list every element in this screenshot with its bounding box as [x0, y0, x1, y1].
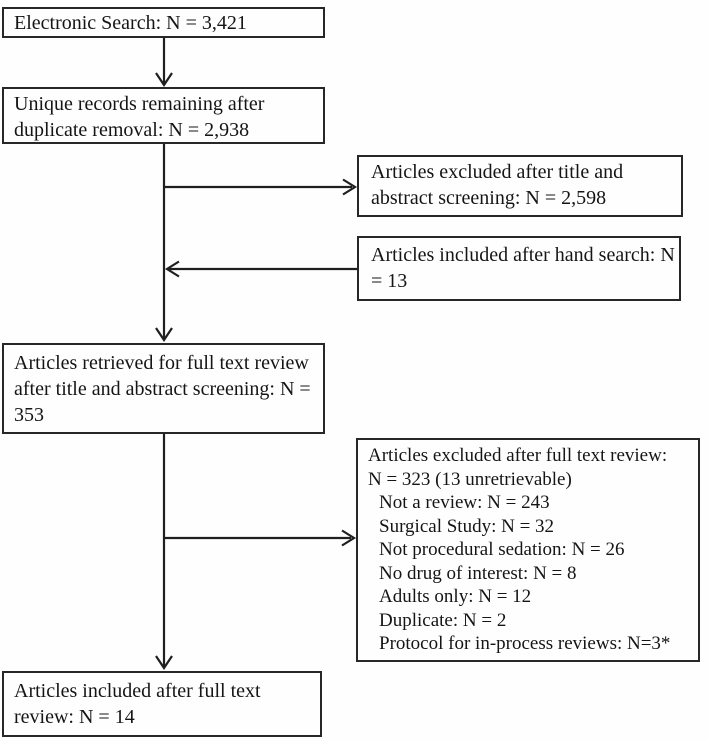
box-included-full-text	[2, 671, 322, 737]
box-unique-records	[2, 87, 325, 144]
exclusion-reason: Not a review: N = 243	[379, 492, 550, 513]
box-excluded-title-abstract-text: Articles excluded after title and abstract screening: N = 2,598	[371, 161, 624, 209]
box-electronic-search-text: Electronic Search: N = 3,421	[14, 12, 247, 34]
excluded-full-text-header-line2: N = 323 (13 unretrievable)	[368, 468, 572, 490]
exclusion-reason: Protocol for in-process reviews: N=3*	[379, 633, 671, 654]
exclusion-reason: Adults only: N = 12	[379, 586, 532, 607]
exclusion-reason: Surgical Study: N = 32	[379, 515, 555, 537]
box-excluded-title-abstract	[357, 155, 683, 217]
box-excluded-full-text	[356, 438, 700, 662]
box-unique-records-text: Unique records remaining after duplicate removal: N = 2,938	[14, 93, 265, 141]
exclusion-reason: Not procedural sedation: N = 26	[379, 539, 625, 560]
box-full-text-retrieved	[2, 343, 325, 434]
box-included-full-text-text: Articles included after full text review: N = 14	[14, 680, 261, 728]
box-electronic-search	[2, 7, 325, 38]
excluded-full-text-header-line1: Articles excluded after full text review:	[368, 445, 668, 466]
exclusion-reason: No drug of interest: N = 8	[379, 562, 577, 584]
box-hand-search-text: Articles included after hand search: N = 13	[371, 244, 675, 292]
box-full-text-retrieved-text: Articles retrieved for full text review after title and abstract screening: N = 353	[14, 352, 311, 426]
box-hand-search	[357, 236, 681, 301]
exclusion-reason: Duplicate: N = 2	[379, 609, 507, 631]
